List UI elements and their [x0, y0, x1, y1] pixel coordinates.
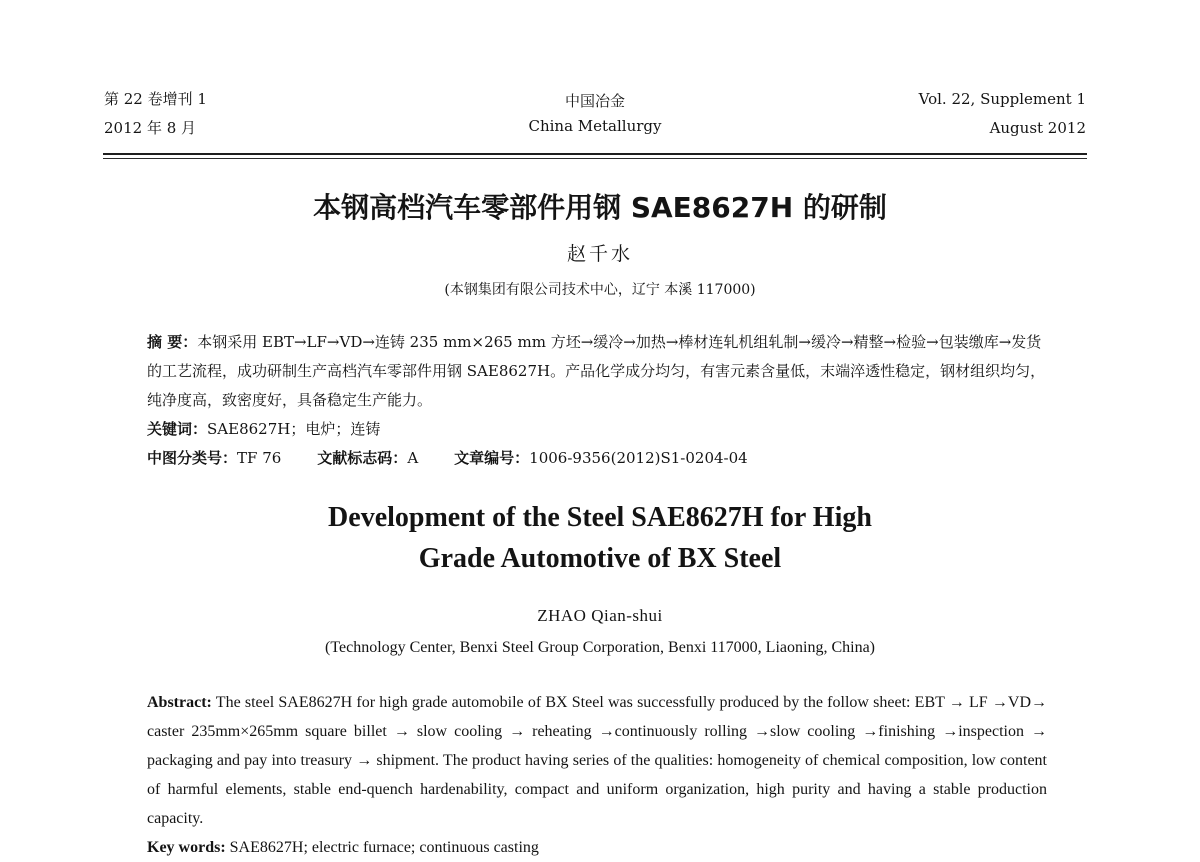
en-author: ZHAO Qian-shui [537, 606, 663, 625]
cn-abstract-label: 摘 要： [147, 333, 198, 351]
cn-article-no-label: 文章编号： [454, 449, 530, 467]
en-keywords [147, 833, 1047, 862]
header-journal-cn: 中国冶金 [564, 92, 625, 110]
cn-abstract-text: 本钢采用 EBT→LF→VD→连铸 235 mm×265 mm 方坯→缓冷→加热→棒材连轧机组轧制→缓冷→精整→检验→包装缴库→发货的工艺流程，成功研制生产高档汽车零部件用钢 SAE8627H。产品化学成分均匀，有害元素含量低，末端淬透性稳定，钢材组织均匀，纯净度高，致密度好，具备稳定生产能力。 [147, 333, 1046, 409]
header-volume-en: Vol. 22, Supplement 1 [918, 90, 1086, 108]
cn-clc-value: TF 76 [237, 449, 282, 467]
cn-keywords-text: SAE8627H；电炉；连铸 [207, 420, 381, 438]
en-keywords-text: SAE8627H; electric furnace; continuous casting [229, 839, 539, 856]
header-rule-thick [103, 153, 1087, 155]
cn-doc-code-label: 文献标志码： [317, 449, 408, 467]
en-title-line2: Grade Automotive of BX Steel [418, 543, 782, 574]
cn-abstract-block [147, 328, 1047, 473]
cn-keywords [147, 415, 1047, 444]
en-abstract-block [147, 688, 1047, 862]
en-affiliation: (Technology Center, Benxi Steel Group Corporation, Benxi 117000, Liaoning, China) [325, 639, 875, 656]
en-abstract-text: The steel SAE8627H for high grade automobile of BX Steel was successfully produced by the follow sheet: EBT → LF →VD→ caster 235mm×265mm square billet → slow cooling → reheating →continuously rolling →slow cooling →finishing →inspection → packaging and pay into treasury → shipment. The product having series of the qualities: homogeneity of chemical composition, low content of harmful elements, stable end-quench hardenability, compact and uniform organization, high purity and having a stable production capacity. [147, 694, 1047, 827]
cn-article-no-value: 1006-9356(2012)S1-0204-04 [529, 449, 748, 467]
cn-author: 赵千水 [566, 243, 633, 265]
en-abstract [147, 688, 1047, 833]
en-title-line1: Development of the Steel SAE8627H for High [328, 502, 872, 533]
cn-abstract [147, 328, 1047, 415]
header-volume-cn: 第 22 卷增刊 1 [104, 90, 207, 108]
header-journal-en: China Metallurgy [528, 117, 662, 135]
cn-doc-code-value: A [407, 449, 419, 467]
cn-title: 本钢高档汽车零部件用钢 SAE8627H 的研制 [313, 191, 887, 224]
header-date-en: August 2012 [989, 119, 1086, 137]
header-rule-thin [103, 158, 1087, 159]
cn-clc-label: 中图分类号： [147, 449, 238, 467]
cn-affiliation: (本钢集团有限公司技术中心，辽宁 本溪 117000) [444, 282, 756, 298]
header-date-cn: 2012 年 8 月 [104, 119, 197, 137]
en-keywords-label: Key words: [147, 839, 226, 856]
cn-classification [147, 444, 1047, 473]
en-title [0, 497, 1200, 579]
cn-keywords-label: 关键词： [147, 420, 208, 438]
en-abstract-label: Abstract: [147, 694, 212, 711]
